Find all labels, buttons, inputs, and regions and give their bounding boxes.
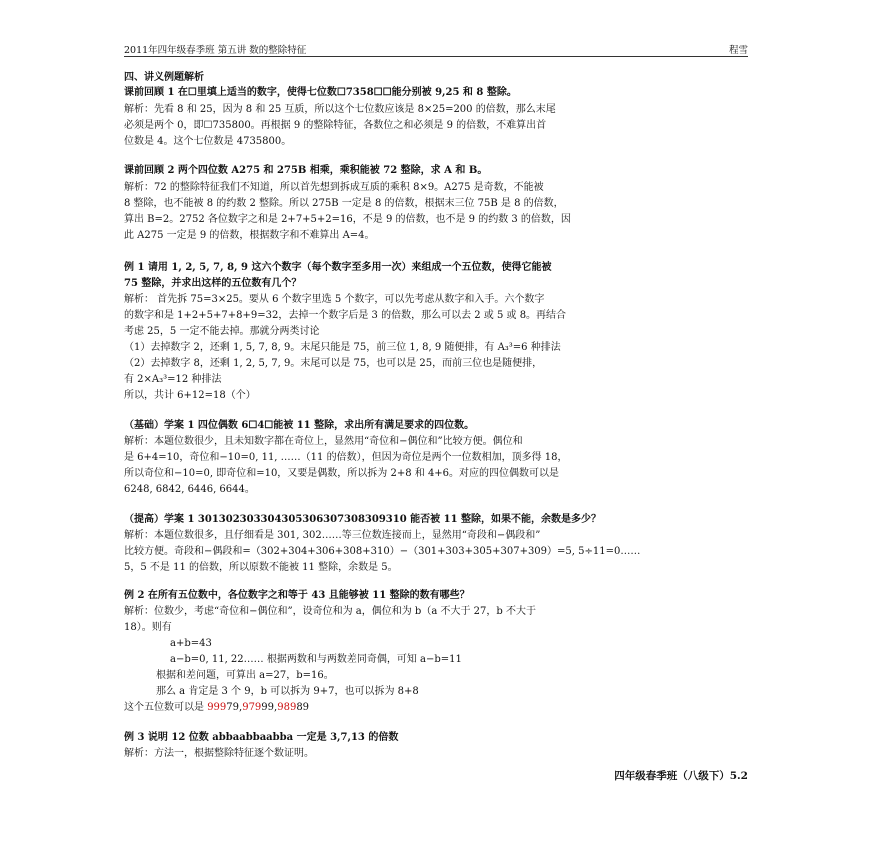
text-line: 5，5 不是 11 的倍数，所以原数不能被 11 整除，余数是 5。: [124, 562, 398, 573]
problem-heading: 例 1 请用 1, 2, 5, 7, 8, 9 这六个数字（每个数字至多用一次）来组成一个五位数，使得它能被: [124, 262, 552, 273]
text-line: 18）。则有: [124, 622, 172, 633]
text-line: 解析：先看 8 和 25，因为 8 和 25 互质，所以这个七位数应该是 8×25=200 的倍数，那么末尾: [124, 104, 556, 115]
answer-digits: 89: [296, 702, 310, 713]
header-teacher-name: 程雪: [728, 45, 748, 56]
text-line: 此 A275 一定是 9 的倍数，根据数字和不难算出 A=4。: [124, 230, 375, 241]
text-line: 解析：方法一，根据整除特征逐个数证明。: [124, 748, 314, 759]
problem-heading: 课前回顾 2 两个四位数 A275 和 275B 相乘，乘积能被 72 整除，求 A 和 B。: [124, 165, 488, 176]
answer-line: [124, 702, 750, 714]
text-line: 算出 B=2。2752 各位数字之和是 2+7+5+2=16，不是 9 的倍数，也不是 9 的约数 3 的倍数，因: [124, 214, 571, 225]
text-line: 解析：本题位数很多，且仔细看是 301, 302……等三位数连接而上，显然用“奇段和−偶段和”: [124, 530, 541, 541]
answer-digits-red: 979: [242, 702, 262, 713]
text-line: a+b=43: [170, 638, 212, 649]
text-line: 必须是两个 0，即☐735800。再根据 9 的整除特征，各数位之和必须是 9 的倍数，不难算出首: [124, 120, 547, 131]
text-line: 考虑 25，5 一定不能去掉。那就分两类讨论: [124, 326, 320, 337]
section-title: 四、讲义例题解析: [124, 72, 204, 83]
text-line: 所以，共计 6+12=18（个）: [124, 390, 256, 401]
answer-prefix: 这个五位数可以是: [124, 702, 208, 713]
page-footer: 四年级春季班（八级下）5.2: [614, 770, 748, 782]
text-line: 所以奇位和−10=0, 即奇位和=10，又要是偶数，所以拆为 2+8 和 4+6。对应的四位偶数可以是: [124, 468, 560, 479]
problem-heading: （基础）学案 1 四位偶数 6☐4☐能被 11 整除，求出所有满足要求的四位数。: [124, 420, 475, 431]
text-line: 那么 a 肯定是 3 个 9，b 可以拆为 9+7，也可以拆为 8+8: [156, 686, 419, 697]
text-line: 有 2×A₃³=12 种排法: [124, 374, 222, 385]
problem-heading: 例 3 说明 12 位数 abbaabbaabba 一定是 3,7,13 的倍数: [124, 732, 399, 743]
answer-digits: 99: [261, 702, 275, 713]
text-line: 解析：72 的整除特征我们不知道，所以首先想到拆成互质的乘积 8×9。A275 是奇数，不能被: [124, 182, 544, 193]
text-line: 解析：位数少，考虑“奇位和−偶位和”，设奇位和为 a，偶位和为 b（a 不大于 27，b 不大于: [124, 606, 536, 617]
answer-separator: ,: [239, 702, 243, 713]
text-line: a−b=0, 11, 22…… 根据两数和与两数差同奇偶，可知 a−b=11: [170, 654, 462, 665]
text-line: 解析： 首先拆 75=3×25。要从 6 个数字里选 5 个数字，可以先考虑从数字和入手。六个数字: [124, 294, 545, 305]
page-header: [124, 42, 748, 57]
text-line: 6248, 6842, 6446, 6644。: [124, 484, 255, 495]
text-line: 的数字和是 1+2+5+7+8+9=32，去掉一个数字后是 3 的倍数，那么可以去 2 或 5 或 8。再结合: [124, 310, 567, 321]
answer-digits-red: 999: [207, 702, 227, 713]
problem-heading: 例 2 在所有五位数中，各位数字之和等于 43 且能够被 11 整除的数有哪些？: [124, 590, 470, 601]
problem-heading: （提高）学案 1 301302303304305306307308309310 能否被 11 整除，如果不能，余数是多少？: [124, 514, 602, 525]
text-line: 位数是 4。这个七位数是 4735800。: [124, 136, 292, 147]
text-line: 是 6+4=10，奇位和−10=0, 11, ……（11 的倍数），但因为奇位是两个一位数相加，顶多得 18，: [124, 452, 568, 463]
text-line: （2）去掉数字 8，还剩 1, 2, 5, 7, 9。末尾可以是 75，也可以是 25，而前三位也是随便排，: [124, 358, 543, 369]
answer-digits: 79: [226, 702, 240, 713]
problem-heading: 75 整除，并求出这样的五位数有几个？: [124, 278, 302, 289]
text-line: 解析：本题位数很少，且未知数字都在奇位上，显然用“奇位和−偶位和”比较方便。偶位和: [124, 436, 523, 447]
answer-separator: ,: [274, 702, 278, 713]
text-line: 比较方便。奇段和−偶段和=（302+304+306+308+310）−（301+303+305+307+309）=5, 5÷11=0……: [124, 546, 641, 557]
text-line: （1）去掉数字 2，还剩 1, 5, 7, 8, 9。末尾只能是 75，前三位 1, 8, 9 随便排，有 A₃³=6 种排法: [124, 342, 561, 353]
problem-heading: 课前回顾 1 在☐里填上适当的数字，使得七位数☐7358☐☐能分别被 9,25 和 8 整除。: [124, 87, 517, 98]
header-course-title: 2011年四年级春季班 第五讲 数的整除特征: [124, 45, 307, 56]
text-line: 根据和差问题，可算出 a=27，b=16。: [156, 670, 334, 681]
answer-digits-red: 989: [277, 702, 297, 713]
text-line: 8 整除，也不能被 8 的约数 2 整除。所以 275B 一定是 8 的倍数，根据末三位 75B 是 8 的倍数，: [124, 198, 564, 209]
